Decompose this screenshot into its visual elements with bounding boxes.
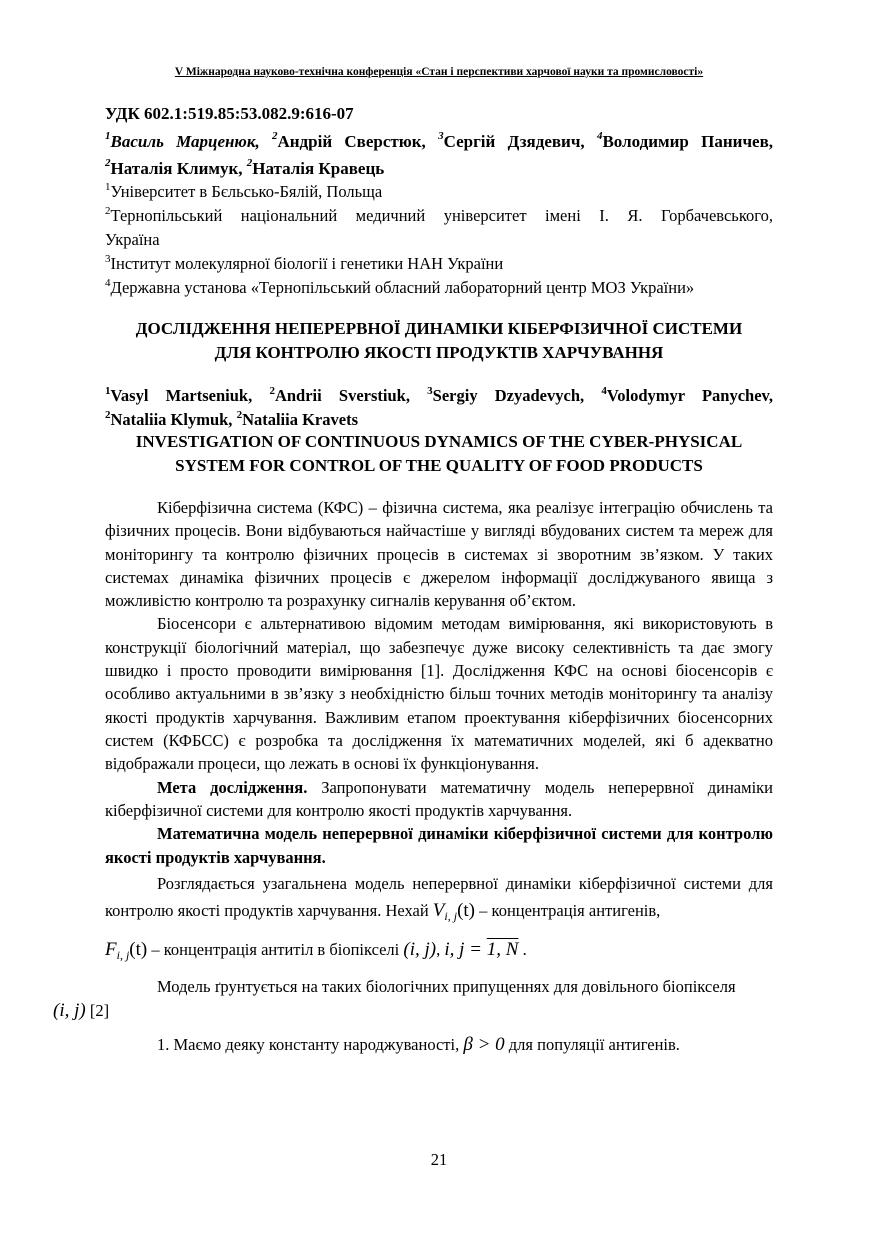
- author: $^4$Volodymyr Panychev,: [601, 384, 773, 405]
- author: $^4$Володимир Паничев,: [596, 130, 774, 151]
- title-ua: ДОСЛІДЖЕННЯ НЕПЕРЕРВНОЇ ДИНАМІКИ КІБЕРФІЗИЧНОЇ СИСТЕМИ ДЛЯ КОНТРОЛЮ ЯКОСТІ ПРОДУКТІВ ХАРЧУВАННЯ: [135, 319, 743, 362]
- math-V: $V_{i, j}(t)$: [432, 900, 476, 924]
- paragraph: Кіберфізична система (КФС) – фізична система, яка реалізує інтеграцію обчислень та фізичних процесів. Вони відбуваються найчастіше у вигляді вбудованих систем та мереж для моніторингу та контролю фізичних процесів в системах зі зворотним зв’язком. У таких системах динаміка фізичних процесів є джерелом інформації досліджуваного явища з можливістю контролю та розрахунку сигналів керування об’єктом.: [105, 498, 773, 611]
- udk-code: УДК 602.1:519.85:53.082.9:616-07: [105, 104, 354, 123]
- author: $^3$Sergiy Dzyadevych,: [427, 384, 602, 405]
- paragraph: Розглядається узагальнена модель неперервної динаміки кіберфізичної системи для контролю якості продуктів харчування. Нехай $V_{i, j}(t)$ – концентрація антигенів,: [105, 874, 773, 924]
- author: $^1$Василь Марценюк,: [105, 130, 272, 151]
- author: $^2$Nataliia Klymuk,: [105, 408, 237, 429]
- authors-ua-line2: [105, 155, 773, 182]
- author: $^3$Сергій Дзядевич,: [438, 130, 597, 151]
- author: $^2$Андрій Сверстюк,: [271, 130, 439, 151]
- paragraph: Мета дослідження. Запропонувати математичну модель неперервної динаміки кіберфізичної системи для контролю якості продуктів харчування.: [105, 777, 774, 820]
- affiliation-4: $^4$Державна установа «Тернопільський обласний лабораторний центр МОЗ України»: [105, 276, 695, 297]
- math-beta: β > 0: [463, 1034, 505, 1056]
- section-heading: Математична модель неперервної динаміки кіберфізичної системи для контролю якості продуктів харчування.: [105, 824, 773, 868]
- math-range: i, j = 1, N: [444, 939, 519, 961]
- paragraph: $F_{i, j}(t)$ – концентрація антитіл в біопікселі (i, j), i, j = 1, N .: [105, 939, 527, 963]
- affiliation-3: $^3$Інститут молекулярної біології і генетики НАН України: [105, 252, 504, 273]
- affiliation-1: $^1$Університет в Бєльсько-Бялій, Польща: [105, 180, 383, 201]
- author: $^2$Nataliia Kravets: [236, 408, 358, 429]
- authors-ua-line1: [105, 128, 773, 155]
- author: $^2$Наталія Климук,: [105, 157, 247, 178]
- authors-en-line1: [105, 384, 773, 408]
- author: $^2$Andrii Sverstiuk,: [269, 384, 428, 405]
- body-text: [53, 496, 774, 1063]
- paragraph: Модель ґрунтується на таких біологічних припущеннях для довільного біопікселя (i, j) [2]: [53, 977, 736, 1022]
- page-number: 21: [430, 1150, 448, 1169]
- authors-en-line2: [105, 408, 773, 432]
- math-F: $F_{i, j}(t)$: [105, 939, 148, 963]
- math-pair: (i, j): [53, 1000, 86, 1022]
- author: $^2$Наталія Кравець: [246, 157, 385, 178]
- conference-header: V Міжнародна науково-технічна конференція «Стан і перспективи харчової науки та промисловості»: [174, 66, 704, 78]
- title-en: INVESTIGATION OF CONTINUOUS DYNAMICS OF THE CYBER-PHYSICAL SYSTEM FOR CONTROL OF THE QUALITY OF FOOD PRODUCTS: [135, 432, 743, 475]
- affiliation-2-cont: Україна: [105, 230, 160, 249]
- paragraph: 1. Маємо деяку константу народжуваності, β > 0 для популяції антигенів.: [157, 1034, 680, 1056]
- math-pair: (i, j): [403, 939, 437, 961]
- affiliation-2: $^2$Тернопільський національний медичний університет імені І. Я. Горбачевського,: [105, 204, 773, 225]
- paragraph: Біосенсори є альтернативою відомим методам вимірювання, які використовують в конструкції біологічний матеріал, що забезпечує дуже високу селективність та дає змогу швидко і просто проводити вимірювання [1]. Дослідження КФС на основі біосенсорів є особливо актуальними в зв’язку з необхідністю більш точних методів моніторингу та аналізу якості продуктів харчування. Важливим етапом проектування кіберфізичних біосенсорних систем (КФБСС) є розробка та дослідження їх математичних моделей, які б адекватно відображали процеси, що лежать в основі їх функціонування.: [105, 614, 773, 774]
- authors-ua: [105, 128, 773, 182]
- author: $^1$Vasyl Martseniuk,: [105, 384, 270, 405]
- authors-en: [105, 384, 773, 432]
